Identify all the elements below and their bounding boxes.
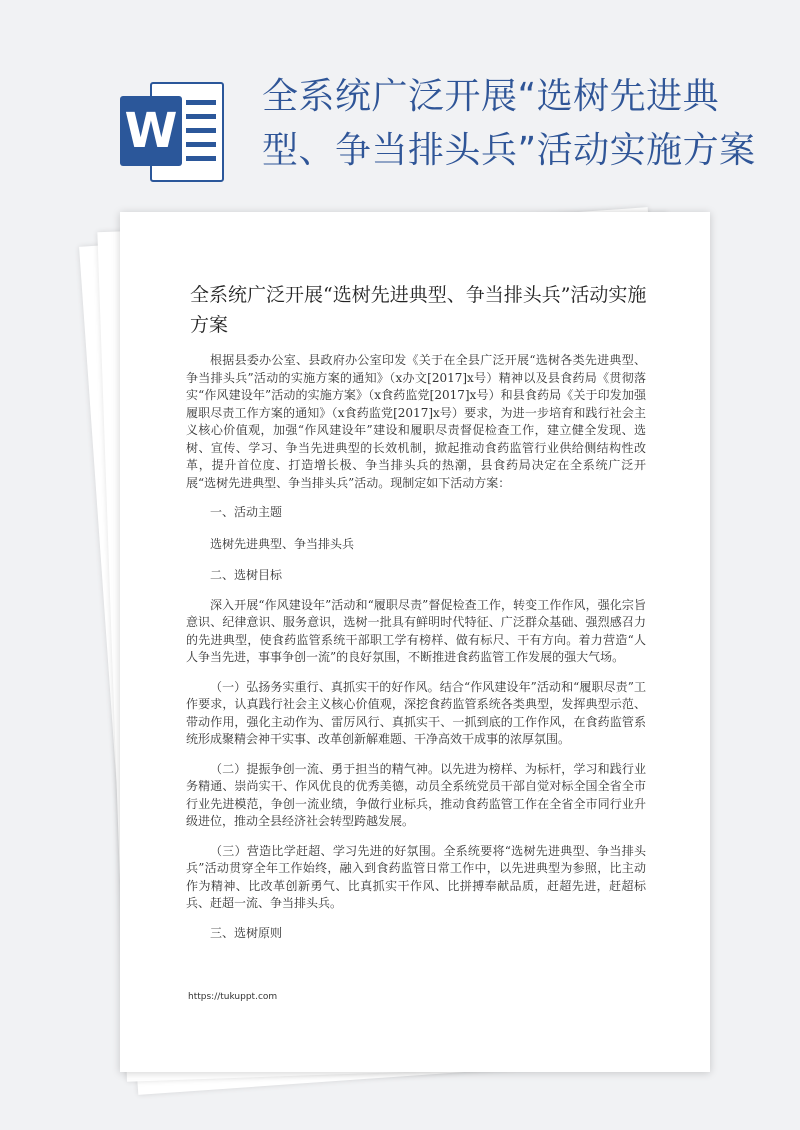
goal-item-1: （一）弘扬务实重行、真抓实干的好作风。结合“作风建设年”活动和“履职尽责”工作要求，认真践行社会主义核心价值观，深挖食药监管系统各类典型，发挥典型示范、带动作用，强化主动作为、雷厉风行、真抓实干、一抓到底的工作作风，在食药监管系统形成聚精会神干实事、改革创新解难题、干净高效干成事的浓厚氛围。 xyxy=(186,679,646,746)
header-title: 全系统广泛开展“选树先进典型、争当排头兵”活动实施方案 xyxy=(262,76,756,171)
footer-url: https://tukuppt.com xyxy=(188,992,278,1002)
word-w-badge: W xyxy=(120,96,182,166)
document-title: 全系统广泛开展“选树先进典型、争当排头兵”活动实施方案 xyxy=(190,284,647,336)
goals-paragraph: 深入开展“作风建设年”活动和“履职尽责”督促检查工作，转变工作作风，强化宗旨意识、纪律意识、服务意识，选树一批具有鲜明时代特征、广泛群众基础、强烈感召力的先进典型，使食药监管系统干部职工学有榜样、做有标尺、干有方向。着力营造“人人争当先进，事事争创一流”的良好氛围，不断推进食药监管工作发展的强大气场。 xyxy=(186,597,646,664)
section-heading-theme: 一、活动主题 xyxy=(210,505,283,519)
word-document-icon xyxy=(120,82,224,182)
page-header xyxy=(0,0,800,210)
intro-paragraph: 根据县委办公室、县政府办公室印发《关于在全县广泛开展“选树各类先进典型、争当排头兵”活动的实施方案的通知》（x办文[2017]x号）精神以及县食药局《贯彻落实“作风建设年”活动的实施方案》（x食药监党[2017]x号）和县食药局《关于印发加强履职尽责工作方案的通知》（x食药监党[2017]x号）要求，为进一步培育和践行社会主义核心价值观，加强“作风建设年”建设和履职尽责督促检查工作，建立健全发现、选树、宣传、学习、争当先进典型的长效机制，掀起推动食药监管行业供给侧结构性改革，提升首位度、打造增长极、争当排头兵的热潮，县食药局决定在全系统广泛开展“选树先进典型、争当排头兵”活动。现制定如下活动方案： xyxy=(186,353,646,490)
goal-item-3: （三）营造比学赶超、学习先进的好氛围。全系统要将“选树先进典型、争当排头兵”活动贯穿全年工作始终，融入到食药监管日常工作中，以先进典型为参照，比主动作为精神、比改革创新勇气、比真抓实干作风、比拼搏奉献品质，赶超先进，赶超标兵、赶超一流、争当排头兵。 xyxy=(186,843,646,910)
goal-item-2: （二）提振争创一流、勇于担当的精气神。以先进为榜样、为标杆，学习和践行业务精通、崇尚实干、作风优良的优秀美德，动员全系统党员干部自觉对标全国全省全市行业先进模范，争创一流业绩，争做行业标兵，推动食药监管工作在全省全市同行业升级进位，推动全县经济社会转型跨越发展。 xyxy=(186,761,646,828)
section-heading-principles: 三、选树原则 xyxy=(210,925,283,940)
document-body xyxy=(186,352,646,956)
section-heading-goals: 二、选树目标 xyxy=(210,568,283,582)
theme-text: 选树先进典型、争当排头兵 xyxy=(210,536,355,551)
document-page xyxy=(120,212,710,1072)
